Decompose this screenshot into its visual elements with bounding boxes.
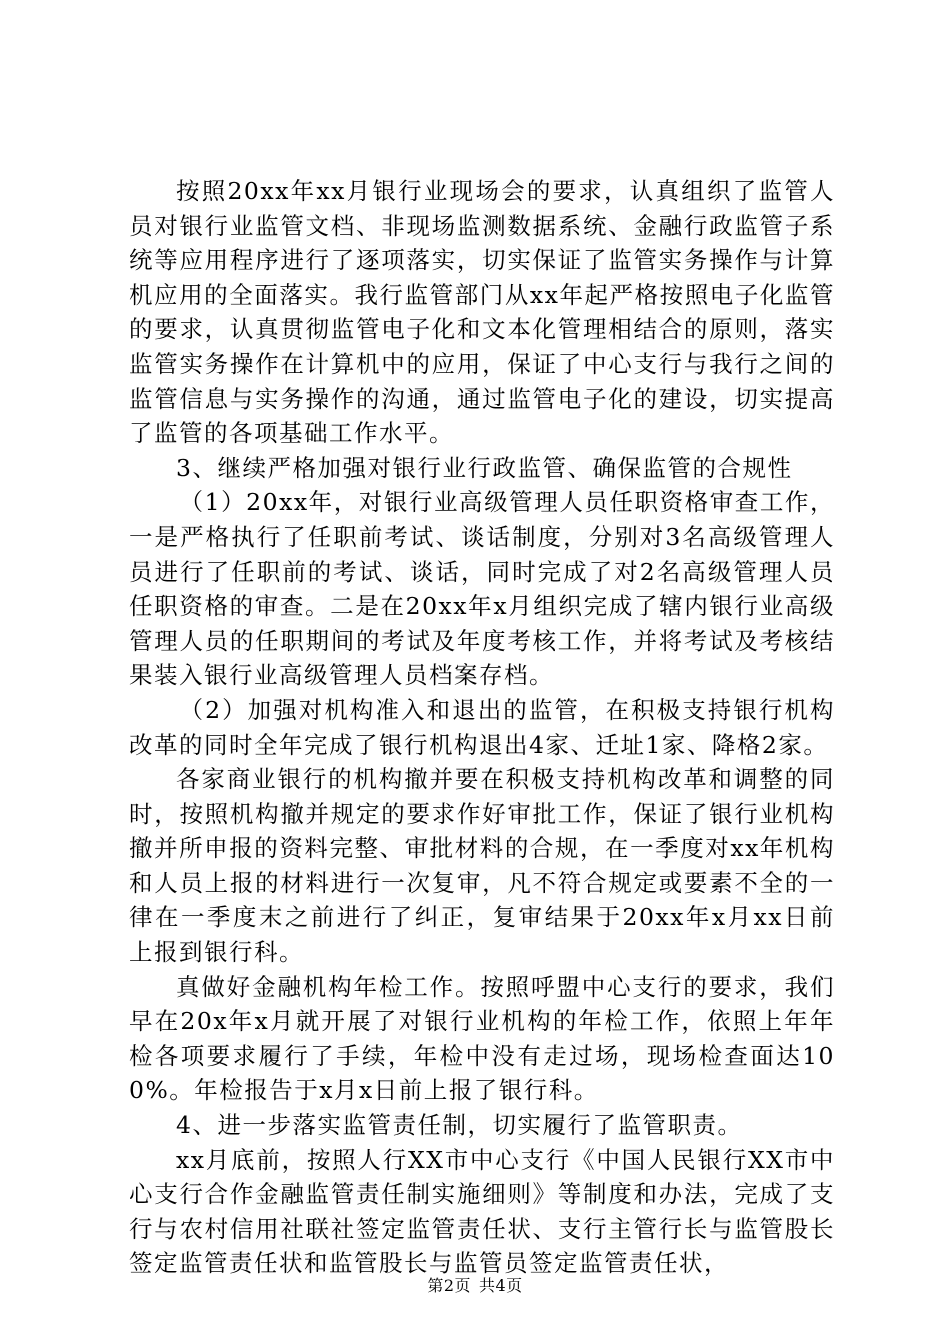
document-body bbox=[129, 174, 835, 1281]
paragraph-institution-entry-exit: （2）加强对机构准入和退出的监管，在积极支持银行机构改革的同时全年完成了银行机构退出4家、迁址1家、降格2家。 bbox=[129, 695, 835, 759]
section-heading-administrative-supervision: 3、继续严格加强对银行业行政监管、确保监管的合规性 bbox=[176, 453, 793, 482]
paragraph-qualification-review: （1）20xx年，对银行业高级管理人员任职资格审查工作，一是严格执行了任职前考试、谈话制度，分别对3名高级管理人员进行了任职前的考试、谈话，同时完成了对2名高级管理人员任职资格的审查。二是在20xx年x月组织完成了辖内银行业高级管理人员的任职期间的考试及年度考核工作，并将考试及考核结果装入银行业高级管理人员档案存档。 bbox=[129, 488, 835, 690]
paragraph-electronic-supervision: 按照20xx年xx月银行业现场会的要求，认真组织了监管人员对银行业监管文档、非现场监测数据系统、金融行政监管子系统等应用程序进行了逐项落实，切实保证了监管实务操作与计算机应用的全面落实。我行监管部门从xx年起严格按照电子化监管的要求，认真贯彻监管电子化和文本化管理相结合的原则，落实监管实务操作在计算机中的应用，保证了中心支行与我行之间的监管信息与实务操作的沟通，通过监管电子化的建设，切实提高了监管的各项基础工作水平。 bbox=[129, 177, 835, 448]
page-total: 共4页 bbox=[479, 1276, 523, 1295]
section-heading-responsibility-system: 4、进一步落实监管责任制，切实履行了监管职责。 bbox=[176, 1111, 743, 1140]
paragraph-responsibility-contracts: xx月底前，按照人行XX市中心支行《中国人民银行XX市中心支行合作金融监管责任制实施细则》等制度和办法，完成了支行与农村信用社联社签定监管责任状、支行主管行长与监管股长签定监管责任状和监管股长与监管员签定监管责任状， bbox=[129, 1145, 835, 1278]
paragraph-institution-merger: 各家商业银行的机构撤并要在积极支持机构改革和调整的同时，按照机构撤并规定的要求作好审批工作，保证了银行业机构撤并所申报的资料完整、审批材料的合规，在一季度对xx年机构和人员上报的材料进行一次复审，凡不符合规定或要素不全的一律在一季度末之前进行了纠正，复审结果于20xx年x月xx日前上报到银行科。 bbox=[129, 765, 835, 967]
page-number: 第2页 bbox=[427, 1276, 471, 1295]
paragraph-annual-inspection: 真做好金融机构年检工作。按照呼盟中心支行的要求，我们早在20x年x月就开展了对银行业机构的年检工作，依照上年年检各项要求履行了手续，年检中没有走过场，现场检查面达100%。年检报告于x月x日前上报了银行科。 bbox=[129, 972, 835, 1105]
page-footer bbox=[0, 1276, 950, 1296]
